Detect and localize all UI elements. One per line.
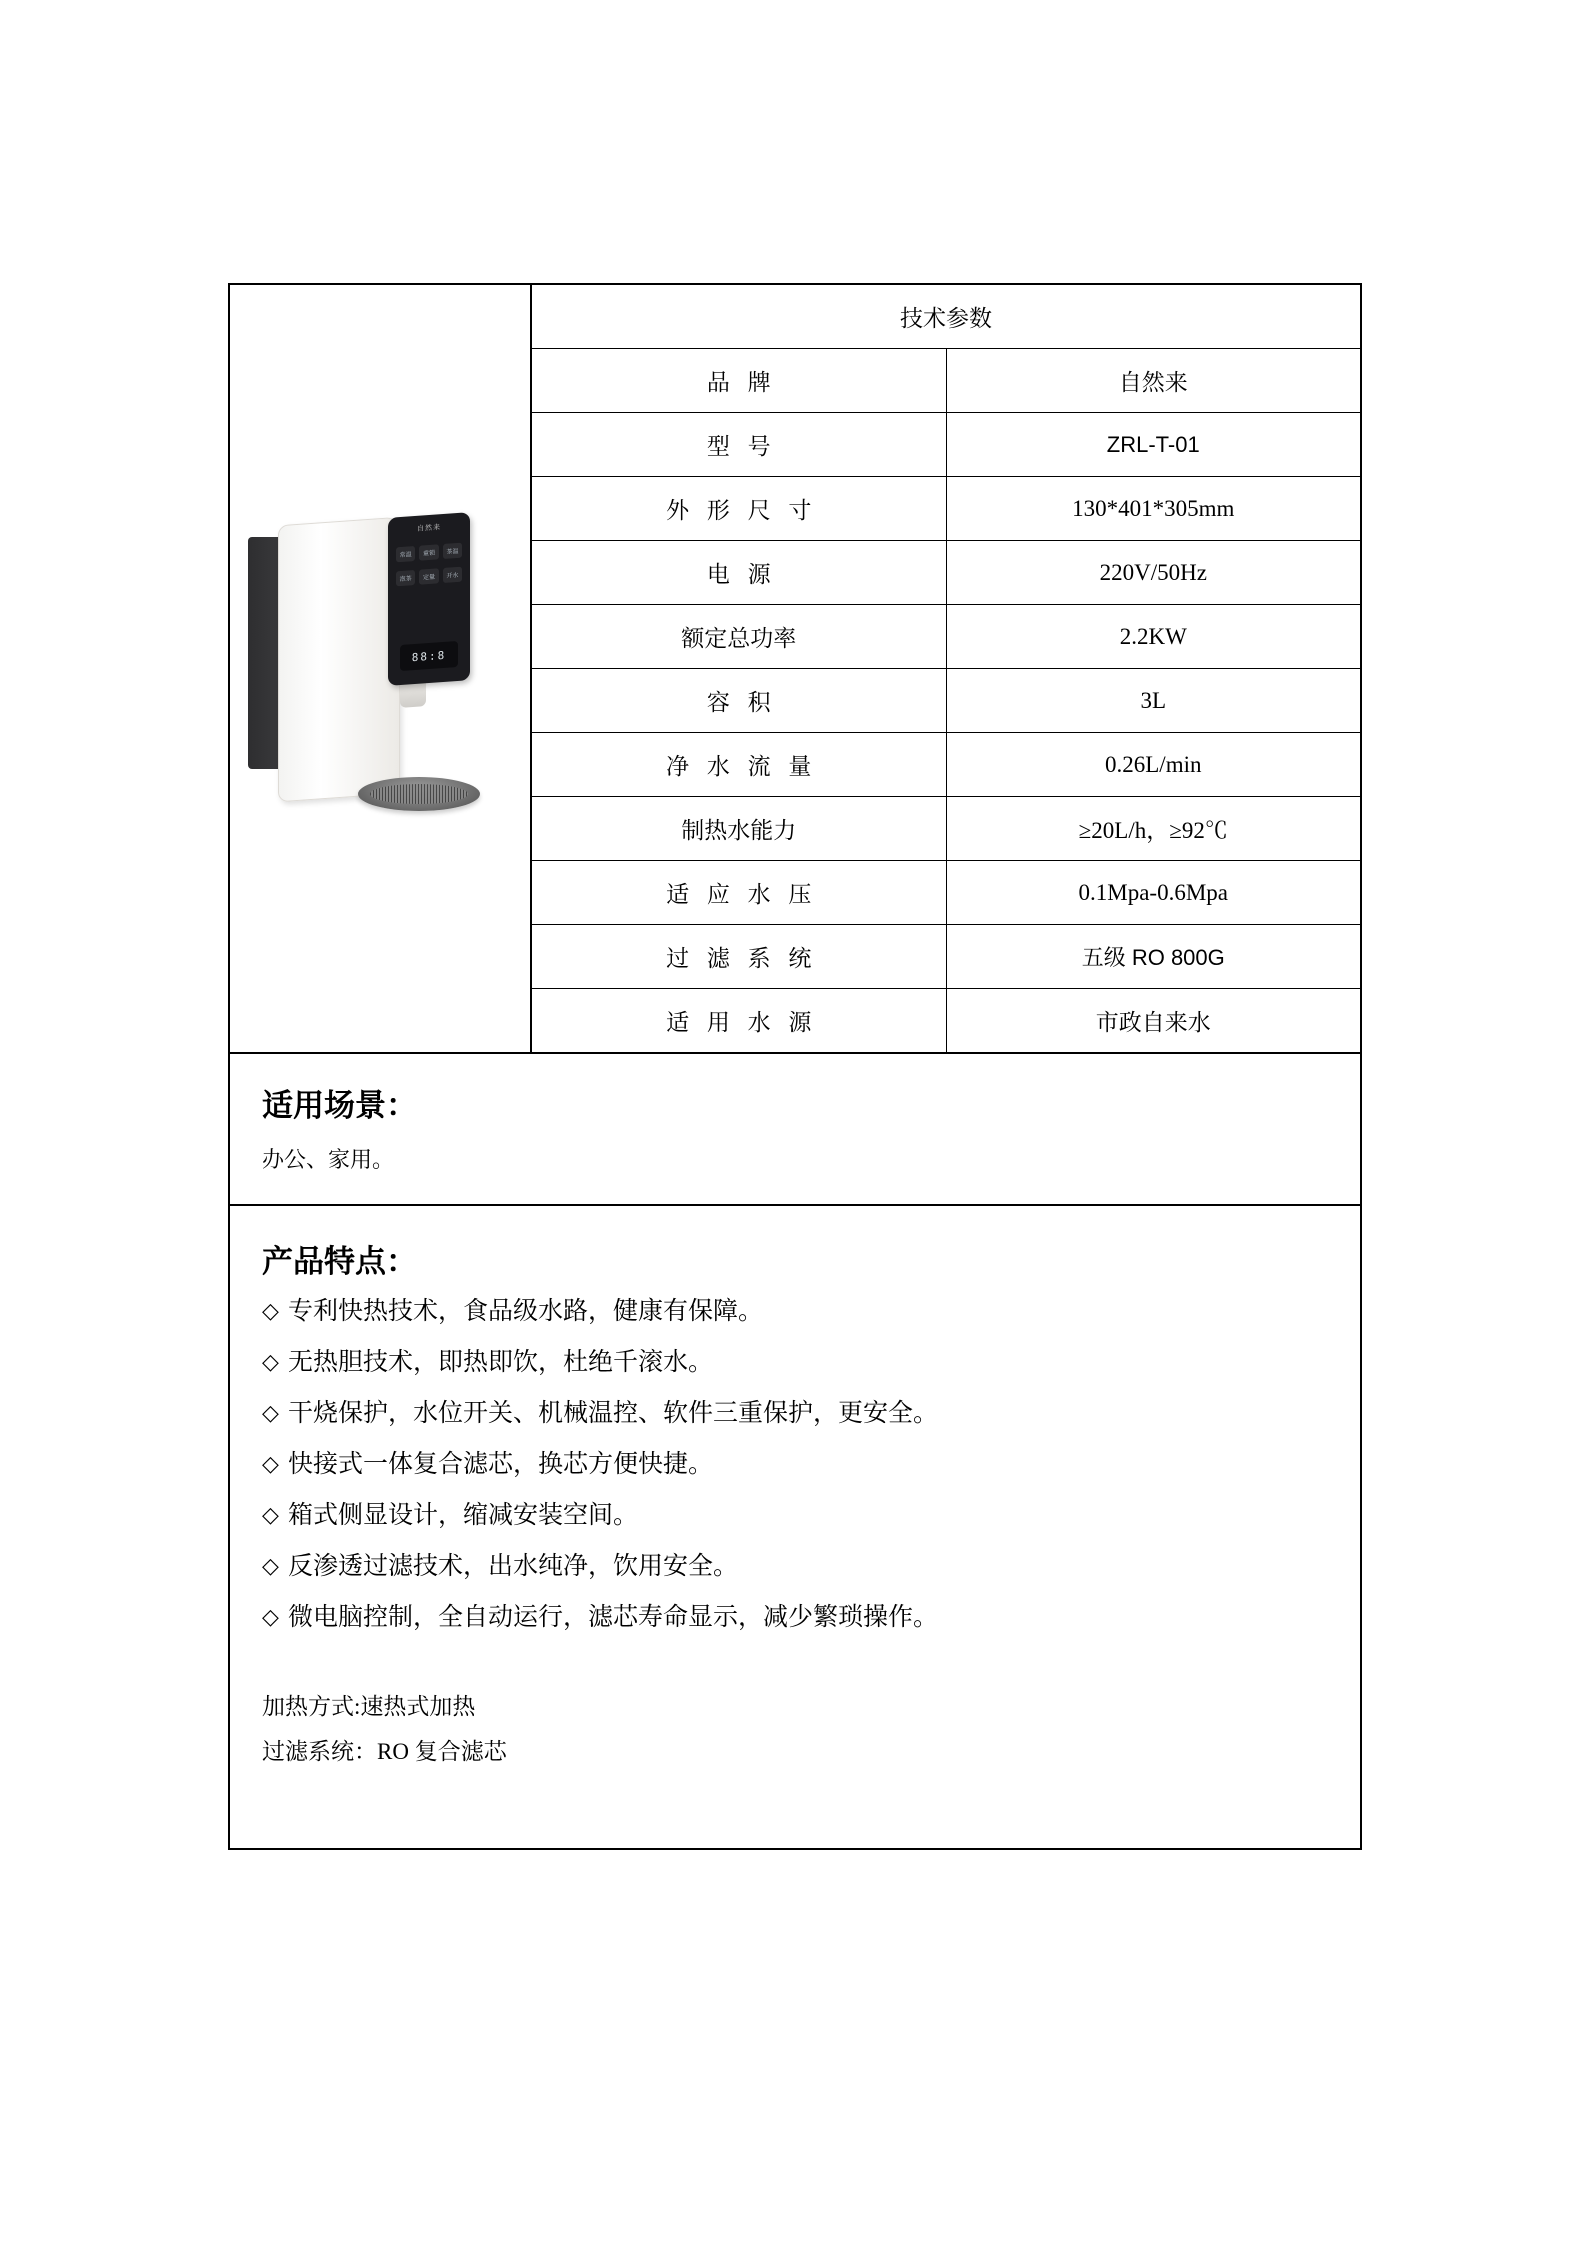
- spec-value: 220V/50Hz: [946, 541, 1360, 605]
- spec-label: 制热水能力: [532, 797, 946, 861]
- spec-value: 自然来: [946, 349, 1360, 413]
- spec-label: 过 滤 系 统: [532, 925, 946, 989]
- spec-label: 外 形 尺 寸: [532, 477, 946, 541]
- diamond-bullet-icon: ◇: [262, 1604, 279, 1629]
- table-row: [532, 797, 1360, 861]
- spec-value: 0.1Mpa-0.6Mpa: [946, 861, 1360, 925]
- panel-key: 童锁: [419, 544, 438, 560]
- spec-value: 0.26L/min: [946, 733, 1360, 797]
- spec-label: 品 牌: [532, 349, 946, 413]
- spec-table-container: [532, 285, 1360, 1052]
- heating-method-line: 加热方式:速热式加热: [262, 1694, 476, 1719]
- table-row: [532, 477, 1360, 541]
- scene-heading: 适用场景：: [262, 1088, 417, 1123]
- feature-text: 快接式一体复合滤芯，换芯方便快捷。: [288, 1451, 714, 1478]
- table-row: [532, 605, 1360, 669]
- product-body: [278, 516, 400, 802]
- feature-text: 专利快热技术，食品级水路，健康有保障。: [288, 1298, 764, 1325]
- list-item: [262, 1605, 1328, 1630]
- table-row: [532, 669, 1360, 733]
- features-section: [230, 1206, 1360, 1848]
- spec-value: 3L: [946, 669, 1360, 733]
- list-item: [262, 1401, 1328, 1426]
- spec-value: 五级 RO 800G: [946, 925, 1360, 989]
- diamond-bullet-icon: ◇: [262, 1349, 279, 1374]
- spec-label: 适 应 水 压: [532, 861, 946, 925]
- product-drip-tray: [358, 777, 480, 811]
- diamond-bullet-icon: ◇: [262, 1451, 279, 1476]
- table-row: [532, 861, 1360, 925]
- spec-value: 130*401*305mm: [946, 477, 1360, 541]
- features-heading: 产品特点：: [262, 1244, 417, 1279]
- feature-text: 微电脑控制，全自动运行，滤芯寿命显示，减少繁琐操作。: [288, 1604, 939, 1631]
- feature-text: 无热胆技术，即热即饮，杜绝千滚水。: [288, 1349, 714, 1376]
- table-row: [532, 733, 1360, 797]
- feature-text: 干烧保护，水位开关、机械温控、软件三重保护，更安全。: [288, 1400, 939, 1427]
- product-key-grid: [396, 542, 462, 586]
- product-illustration: [230, 459, 530, 879]
- spec-table: [532, 285, 1360, 1052]
- diamond-bullet-icon: ◇: [262, 1298, 279, 1323]
- list-item: [262, 1554, 1328, 1579]
- spec-value: 市政自来水: [946, 989, 1360, 1053]
- list-item: [262, 1299, 1328, 1324]
- spec-value: ZRL-T-01: [946, 413, 1360, 477]
- tail-lines: [262, 1688, 1328, 1766]
- feature-text: 箱式侧显设计，缩减安装空间。: [288, 1502, 639, 1529]
- spec-value: 2.2KW: [946, 605, 1360, 669]
- list-item: [262, 1503, 1328, 1528]
- product-spout: [400, 682, 426, 708]
- panel-key: 开水: [443, 566, 462, 582]
- feature-list: [262, 1299, 1328, 1630]
- product-image: [230, 285, 532, 1052]
- spec-label: 适 用 水 源: [532, 989, 946, 1053]
- product-control-panel: [388, 512, 470, 686]
- scene-section: [230, 1054, 1360, 1206]
- list-item: [262, 1350, 1328, 1375]
- feature-text: 反渗透过滤技术，出水纯净，饮用安全。: [288, 1553, 739, 1580]
- spec-table-title: 技术参数: [532, 285, 1360, 349]
- panel-key: 常温: [396, 545, 415, 561]
- table-row: [532, 413, 1360, 477]
- table-row: [532, 349, 1360, 413]
- panel-key: 泡茶: [396, 569, 415, 585]
- scene-text: 办公、家用。: [262, 1147, 395, 1172]
- list-item: [262, 1452, 1328, 1477]
- diamond-bullet-icon: ◇: [262, 1502, 279, 1527]
- panel-display: 88:8: [400, 640, 458, 670]
- diamond-bullet-icon: ◇: [262, 1400, 279, 1425]
- top-section: [230, 285, 1360, 1054]
- diamond-bullet-icon: ◇: [262, 1553, 279, 1578]
- table-row: [532, 925, 1360, 989]
- table-row: [532, 989, 1360, 1053]
- spec-value: ≥20L/h，≥92℃: [946, 797, 1360, 861]
- filter-system-line: 过滤系统：RO 复合滤芯: [262, 1739, 507, 1764]
- spec-label: 容 积: [532, 669, 946, 733]
- table-row: [532, 541, 1360, 605]
- spec-label: 型 号: [532, 413, 946, 477]
- spec-label: 电 源: [532, 541, 946, 605]
- panel-key: 茶温: [443, 542, 462, 558]
- spec-label: 净 水 流 量: [532, 733, 946, 797]
- product-brand-mark: 自然来: [417, 523, 441, 533]
- panel-key: 定量: [419, 568, 438, 584]
- spec-label: 额定总功率: [532, 605, 946, 669]
- table-row: [532, 285, 1360, 349]
- product-spec-sheet: [228, 283, 1362, 1850]
